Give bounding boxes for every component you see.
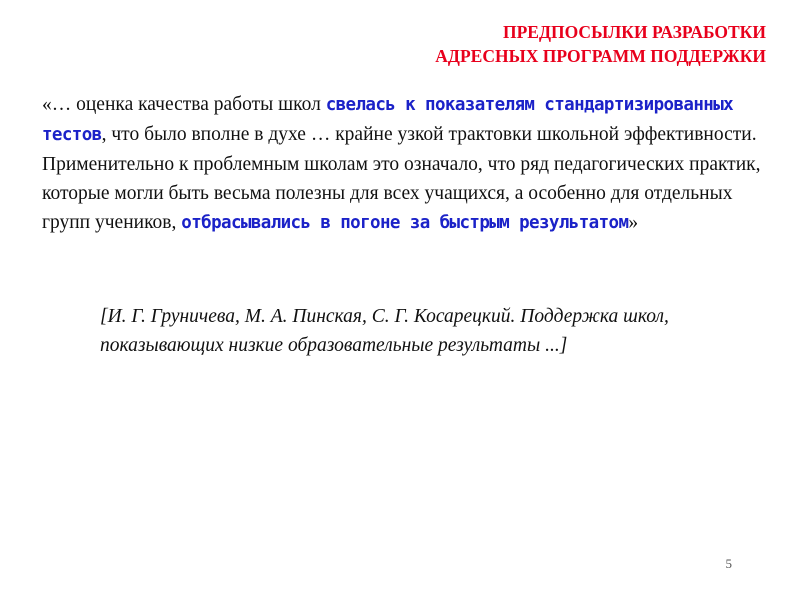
slide-title	[246, 20, 766, 68]
quote-text-3: »	[628, 212, 639, 233]
quote-highlight-2: отбрасывались в погоне за быстрым результатом	[181, 213, 629, 233]
citation: [И. Г. Груничева, М. А. Пинская, С. Г. Косарецкий. Поддержка школ, показывающих низкие образовательные результаты ...]	[100, 306, 669, 356]
quote-text-2: , что было вполне в духе … крайне узкой трактовки школьной эффективности. Применительно к проблемным школам это означало, что ряд педагогических практик, которые могли быть весьма полезны для всех учащихся, а особенно для отдельных групп учеников,	[42, 124, 761, 233]
quote-text-1: «… оценка качества работы школ	[42, 94, 326, 115]
quote-paragraph	[42, 90, 764, 238]
slide-title-line-1: ПРЕДПОСЫЛКИ РАЗРАБОТКИ	[502, 22, 766, 42]
page-number: 5	[725, 556, 732, 571]
slide-title-line-2: АДРЕСНЫХ ПРОГРАММ ПОДДЕРЖКИ	[435, 46, 766, 66]
quote-highlight-1: свелась к показателям стандартизированных тестов	[42, 95, 734, 145]
